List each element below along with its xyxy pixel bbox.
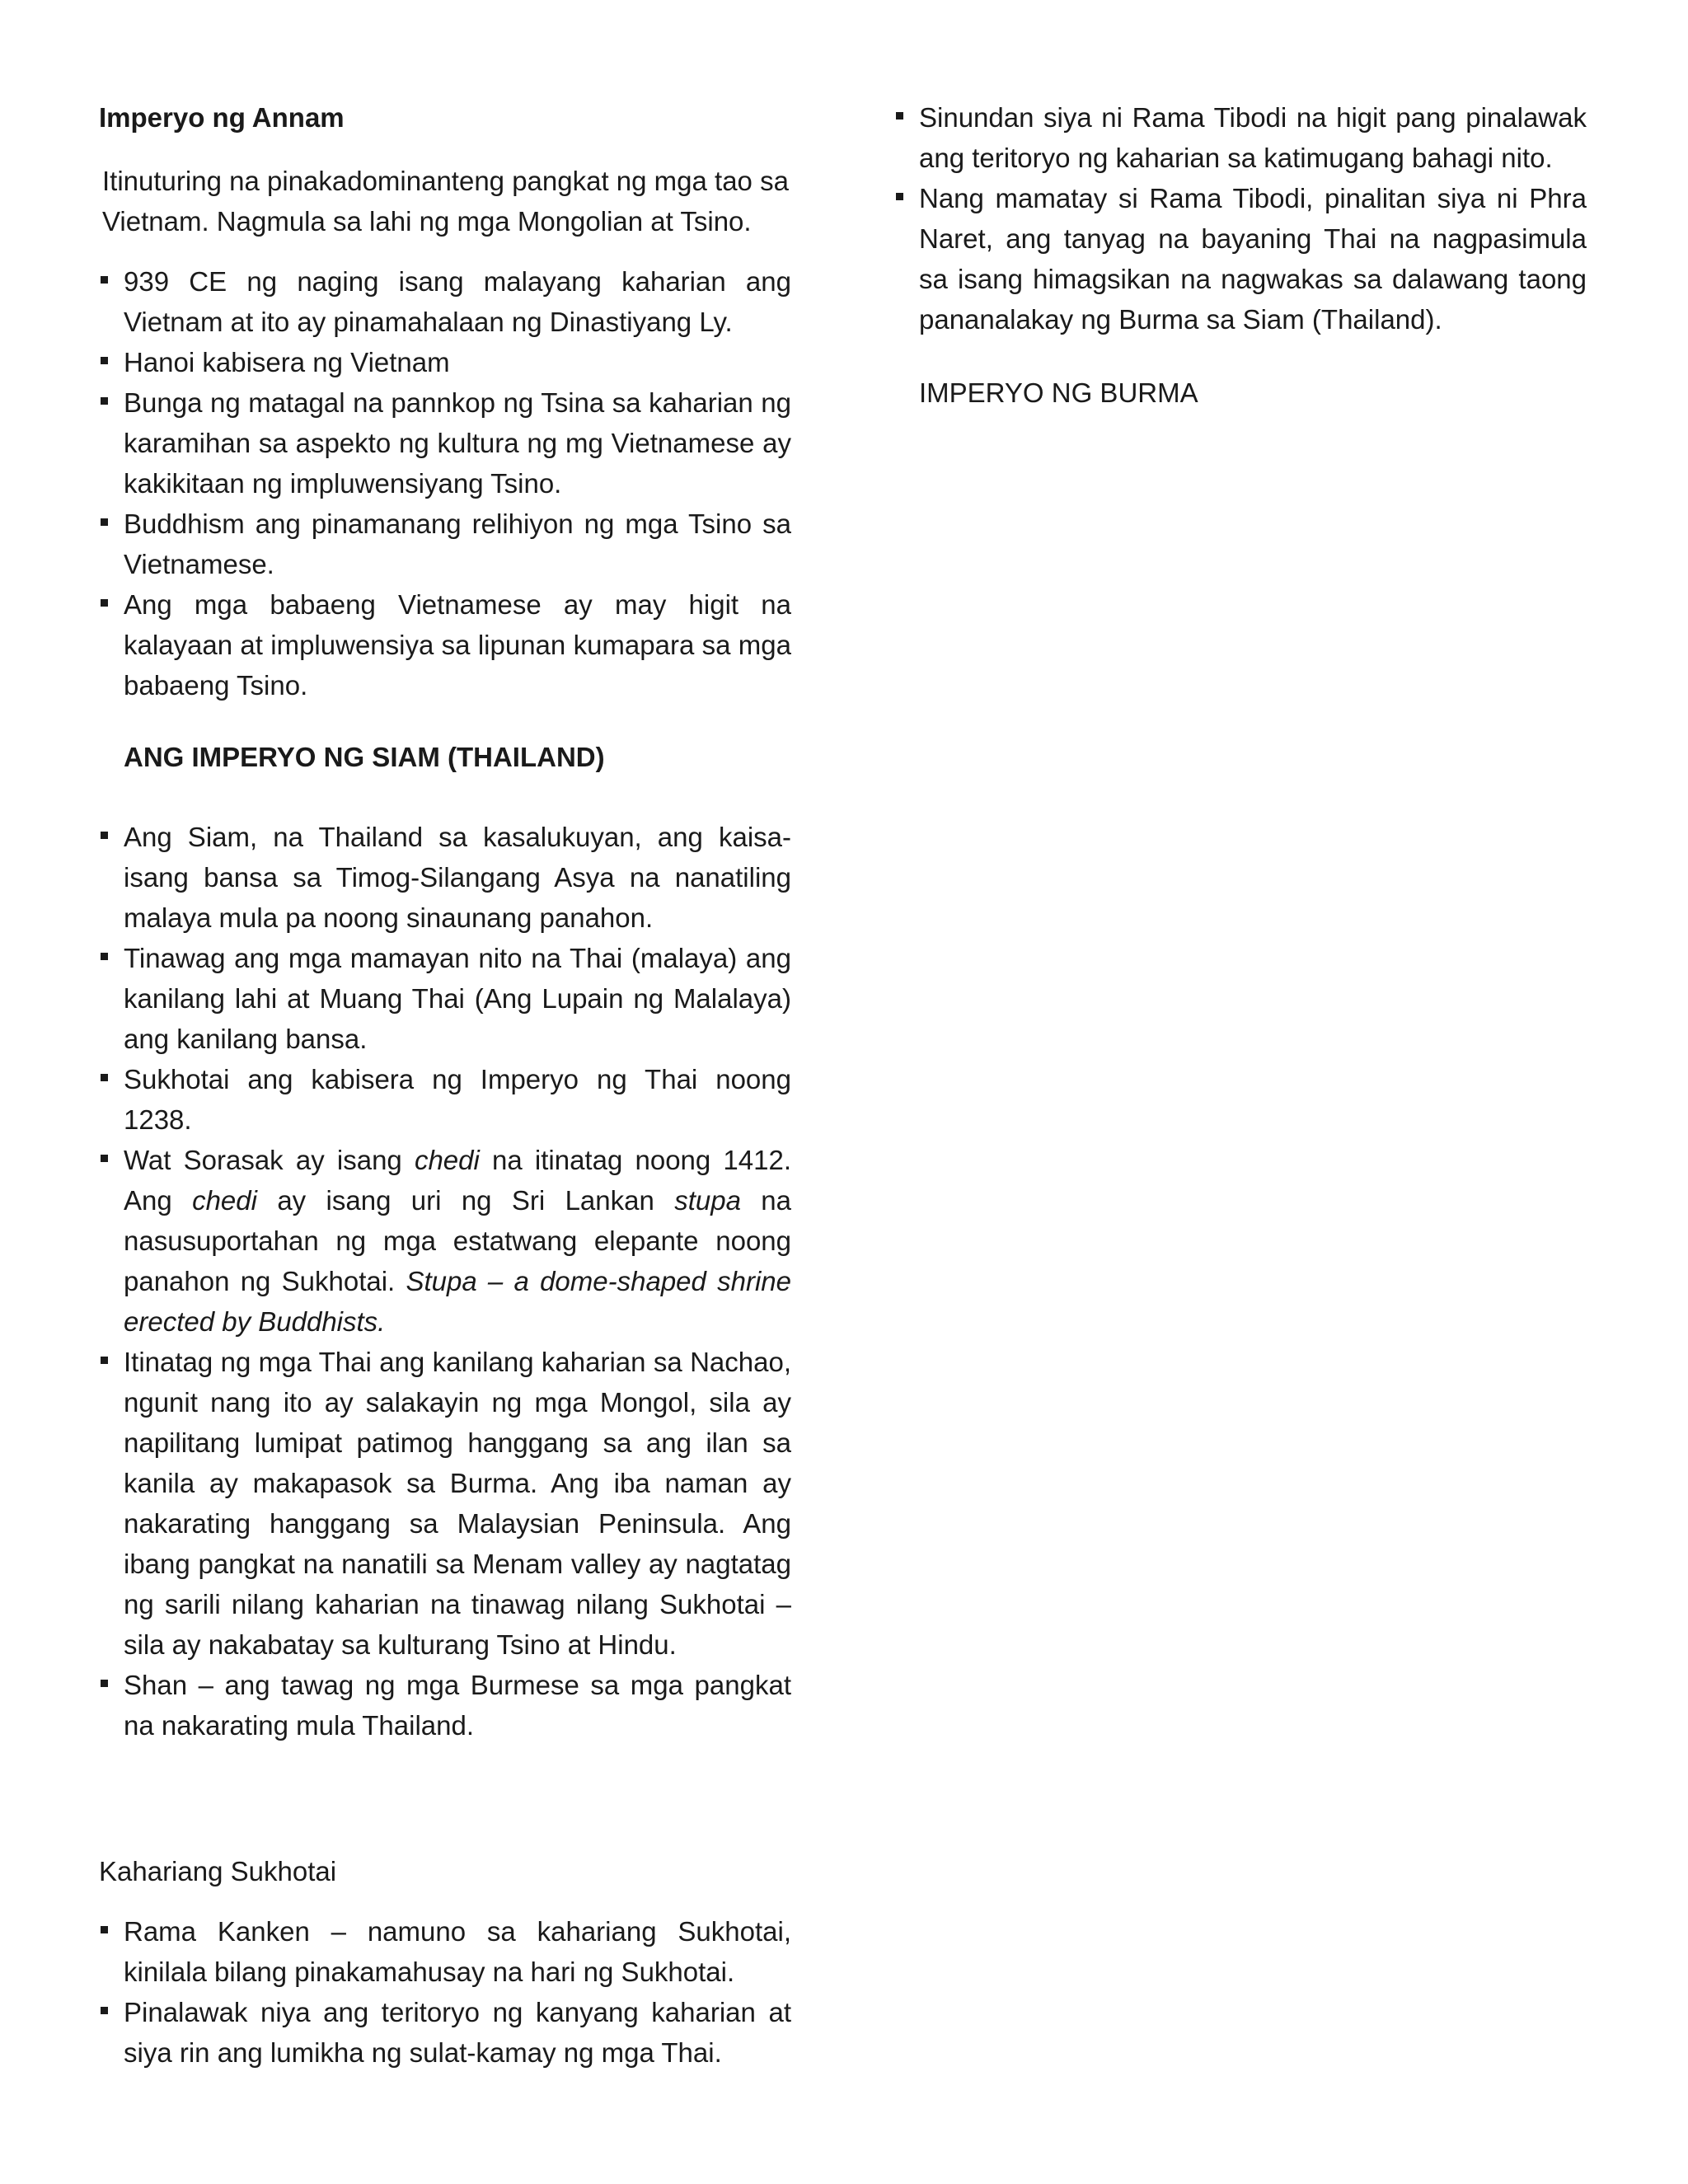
list-item: Sinundan siya ni Rama Tibodi na higit pang pinalawak ang teritoryo ng kaharian sa katimugang bahagi nito. — [894, 97, 1587, 178]
wat-text-2: na itinatag noong 1412. Ang — [124, 1145, 792, 1216]
list-item: Sukhotai ang kabisera ng Imperyo ng Thai noong 1238. — [99, 1059, 791, 1140]
siam-bullet-list — [99, 817, 791, 1746]
wat-sorasak-item — [99, 1140, 791, 1342]
list-item: Bunga ng matagal na pannkop ng Tsina sa kaharian ng karamihan sa aspekto ng kultura ng mg Vietnamese ay kakikitaan ng impluwensiyang Tsino. — [99, 382, 791, 504]
left-column — [99, 97, 791, 2073]
list-item: Tinawag ang mga mamayan nito na Thai (malaya) ang kanilang lahi at Muang Thai (Ang Lupain ng Malalaya) ang kanilang bansa. — [99, 938, 791, 1059]
list-item: Hanoi kabisera ng Vietnam — [99, 342, 791, 382]
list-item: Ang Siam, na Thailand sa kasalukuyan, ang kaisa-isang bansa sa Timog-Silangang Asya na nanatiling malaya mula pa noong sinaunang panahon. — [99, 817, 791, 938]
list-item: Rama Kanken – namuno sa kahariang Sukhotai, kinilala bilang pinakamahusay na hari ng Sukhotai. — [99, 1911, 791, 1992]
list-item: Pinalawak niya ang teritoryo ng kanyang kaharian at siya rin ang lumikha ng sulat-kamay ng mga Thai. — [99, 1992, 791, 2073]
burma-heading: IMPERYO NG BURMA — [919, 377, 1198, 408]
wat-text-1: Wat Sorasak ay isang — [124, 1145, 415, 1175]
sukhotai-heading: Kahariang Sukhotai — [99, 1856, 337, 1886]
stupa-term: stupa — [674, 1185, 741, 1216]
list-item: Itinatag ng mga Thai ang kanilang kaharian sa Nachao, ngunit nang ito ay salakayin ng mga Mongol, sila ay napilitang lumipat patimog hanggang sa ang ilan sa kanila ay makapasok sa Burma. Ang iba naman ay nakarating hanggang sa Malaysian Peninsula. Ang ibang pangkat na nanatili sa Menam valley ay nagtatag ng sarili nilang kaharian na tinawag nilang Sukhotai – sila ay nakabatay sa kulturang Tsino at Hindu. — [99, 1342, 791, 1665]
list-item: Buddhism ang pinamanang relihiyon ng mga Tsino sa Vietnamese. — [99, 504, 791, 584]
right-column — [894, 97, 1587, 413]
annam-intro: Itinuturing na pinakadominanteng pangkat ng mga tao sa Vietnam. Nagmula sa lahi ng mga Mongolian at Tsino. — [102, 166, 789, 237]
list-item: Ang mga babaeng Vietnamese ay may higit na kalayaan at impluwensiya sa lipunan kumapara sa mga babaeng Tsino. — [99, 584, 791, 705]
siam-heading: ANG IMPERYO NG SIAM (THAILAND) — [124, 742, 605, 772]
wat-text-4: na nasusuportahan ng mga estatwang elepante noong panahon ng Sukhotai. — [124, 1185, 792, 1296]
sukhotai-bullet-list — [99, 1911, 791, 2073]
chedi-term: chedi — [192, 1185, 257, 1216]
list-item: Shan – ang tawag ng mga Burmese sa mga pangkat na nakarating mula Thailand. — [99, 1665, 791, 1746]
chedi-term: chedi — [414, 1145, 480, 1175]
list-item: 939 CE ng naging isang malayang kaharian ang Vietnam at ito ay pinamahalaan ng Dinastiyang Ly. — [99, 261, 791, 342]
list-item: Nang mamatay si Rama Tibodi, pinalitan siya ni Phra Naret, ang tanyag na bayaning Thai na nagpasimula sa isang himagsikan na nagwakas sa dalawang taong pananalakay ng Burma sa Siam (Thailand). — [894, 178, 1587, 340]
stupa-definition: Stupa – a dome-shaped shrine erected by Buddhists. — [124, 1266, 791, 1337]
annam-bullet-list — [99, 261, 791, 705]
annam-heading: Imperyo ng Annam — [99, 102, 345, 133]
right-bullet-list — [894, 97, 1587, 340]
wat-text-3: ay isang uri ng Sri Lankan — [256, 1185, 675, 1216]
